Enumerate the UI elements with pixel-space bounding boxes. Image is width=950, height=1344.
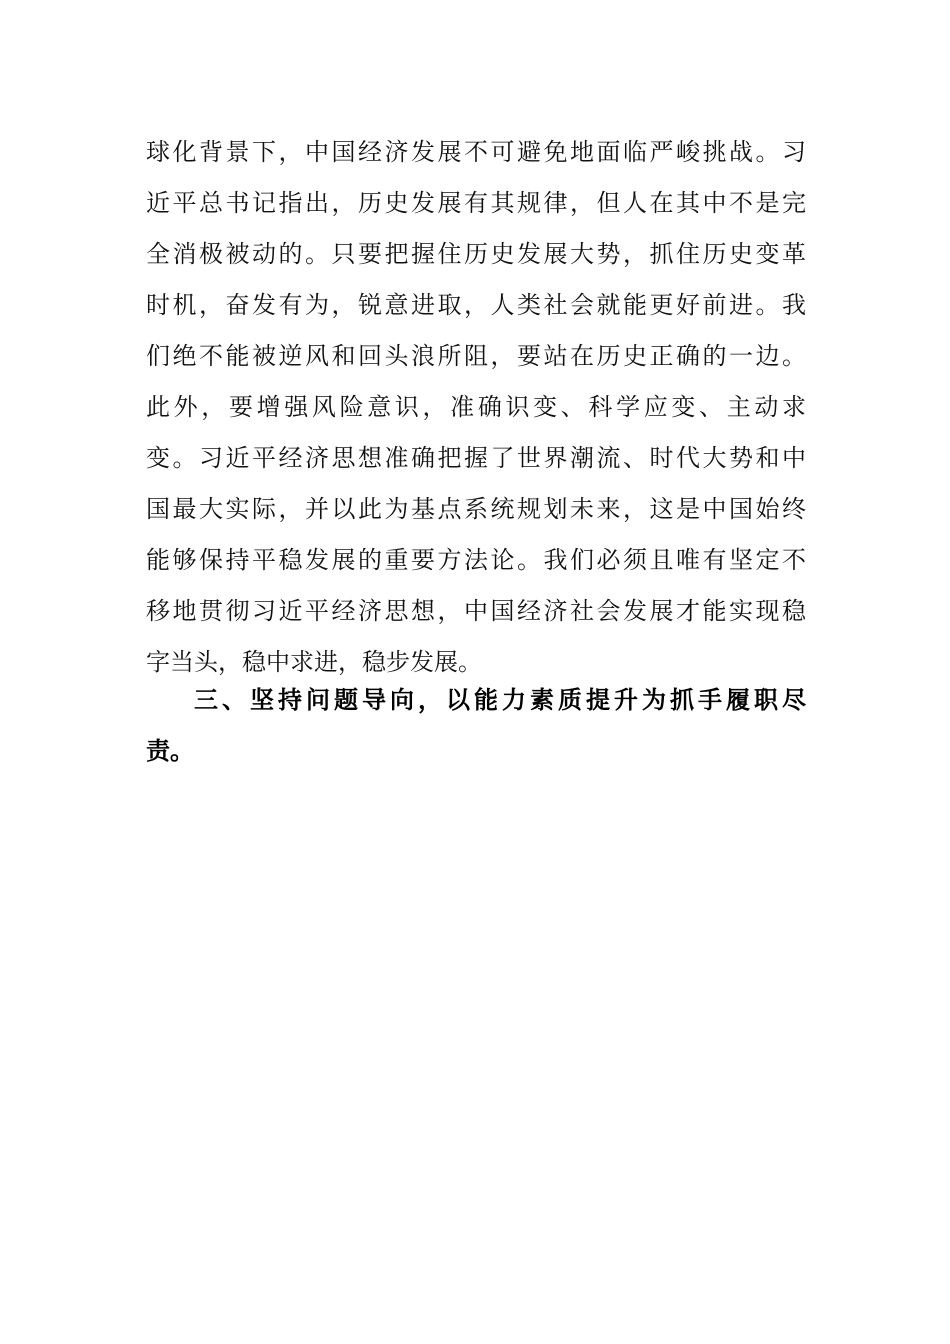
- paragraph-line: 球化背景下，中国经济发展不可避免地面临严峻挑战。习: [146, 138, 806, 166]
- paragraph-line: 字当头，稳中求进，稳步发展。: [146, 648, 482, 676]
- heading-line: 责。: [146, 737, 194, 765]
- paragraph-line: 全消极被动的。只要把握住历史发展大势，抓住历史变革: [146, 240, 806, 268]
- paragraph-line: 此外，要增强风险意识，准确识变、科学应变、主动求: [146, 393, 806, 421]
- paragraph-line: 国最大实际，并以此为基点系统规划未来，这是中国始终: [146, 495, 806, 523]
- paragraph-line: 们绝不能被逆风和回头浪所阻，要站在历史正确的一边。: [146, 342, 806, 370]
- section-heading: [146, 675, 806, 777]
- body-paragraph: [146, 127, 806, 688]
- paragraph-line: 变。习近平经济思想准确把握了世界潮流、时代大势和中: [146, 444, 806, 472]
- paragraph-line: 近平总书记指出，历史发展有其规律，但人在其中不是完: [146, 189, 806, 217]
- paragraph-line: 移地贯彻习近平经济思想，中国经济社会发展才能实现稳: [146, 597, 806, 625]
- paragraph-line: 能够保持平稳发展的重要方法论。我们必须且唯有坚定不: [146, 546, 806, 574]
- paragraph-line: 时机，奋发有为，锐意进取，人类社会就能更好前进。我: [146, 291, 806, 319]
- heading-line: 三、坚持问题导向，以能力素质提升为抓手履职尽: [194, 686, 806, 714]
